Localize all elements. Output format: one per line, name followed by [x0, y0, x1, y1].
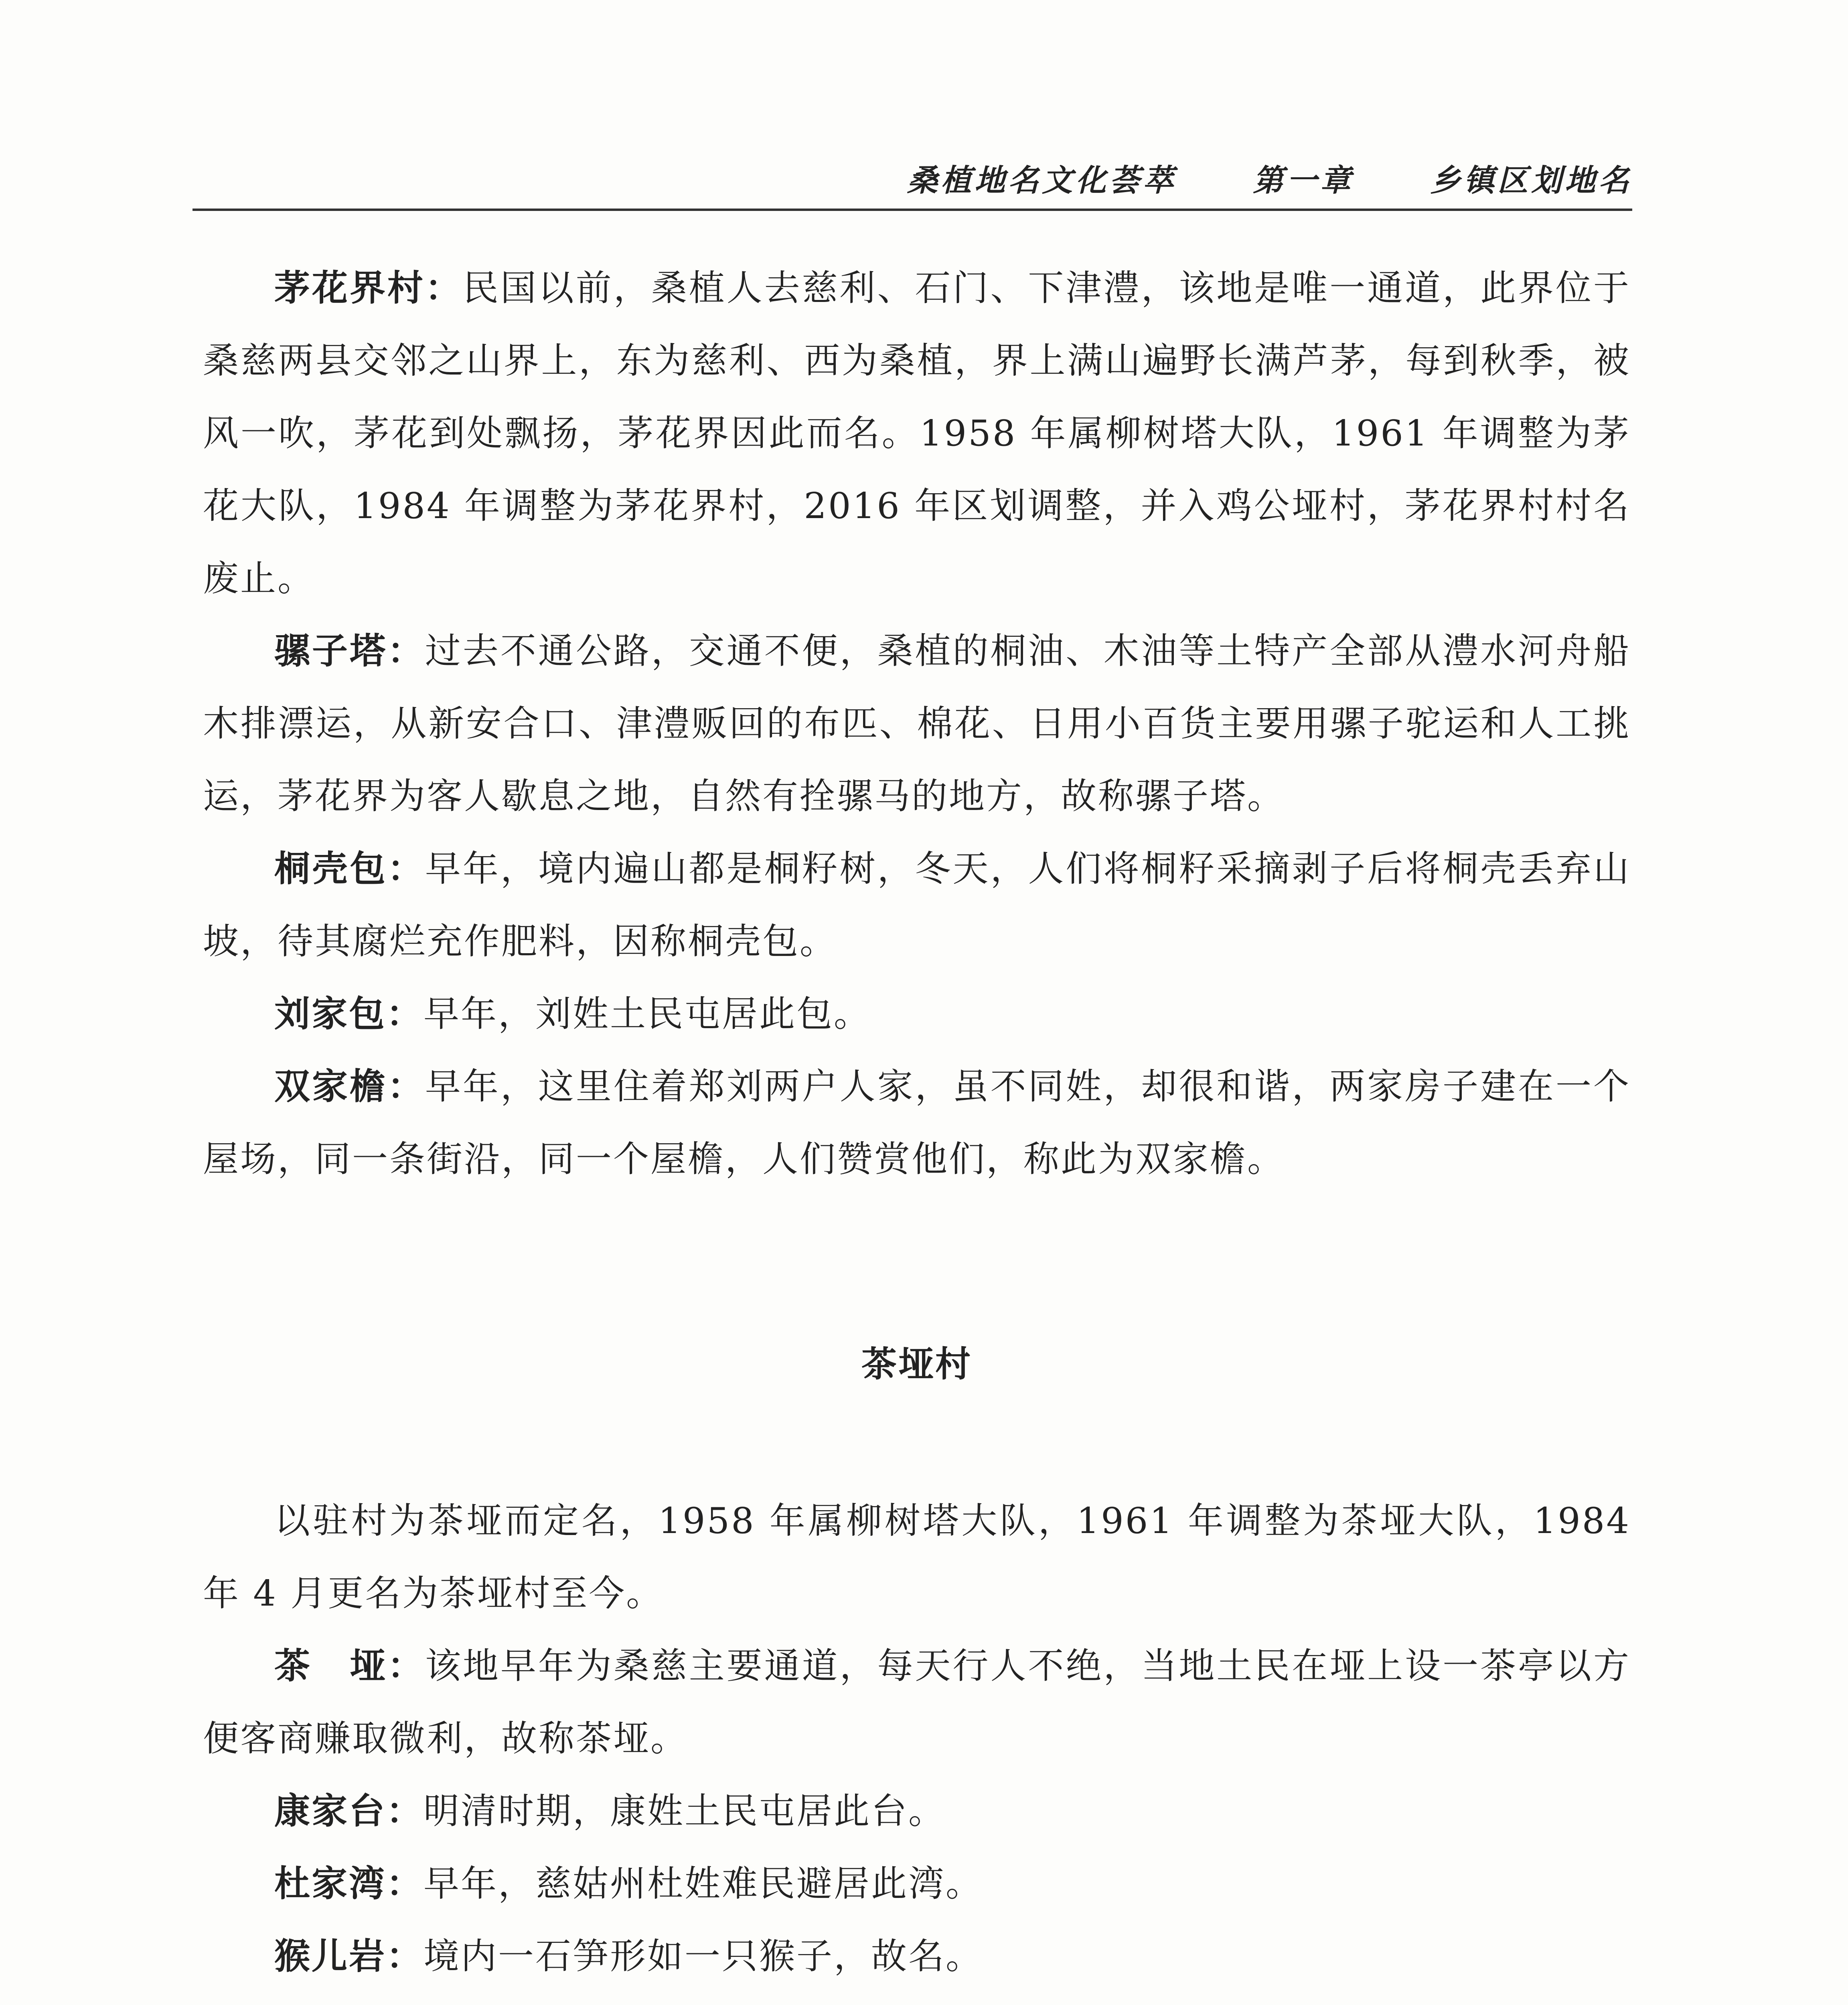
entry-paragraph: [203, 252, 1631, 615]
header-book-title: 桑植地名文化荟萃: [907, 162, 1177, 198]
section-title: 茶垭村: [861, 1343, 972, 1385]
entry-term: 杜家湾：: [274, 1863, 424, 1904]
entry-paragraph: [203, 615, 1631, 832]
entry-paragraph: [203, 1050, 1631, 1195]
entry-text: 民国以前，桑植人去慈利、石门、下津澧，该地是唯一通道，此界位于桑慈两县交邻之山界上，东为慈利、西为桑植，界上满山遍野长满芦茅，每到秋季，被风一吹，茅花到处飘扬，茅花界因此而名。1958 年属柳树塔大队，1961 年调整为茅花大队，1984 年调整为茅花界村，2016 年区划调整，并入鸡公垭村，茅花界村村名废止。: [203, 267, 1631, 599]
entry-paragraph: [203, 1993, 1631, 2005]
entry-text: 早年，这里住着郑刘两户人家，虽不同姓，却很和谐，两家房子建在一个屋场，同一条街沿，同一个屋檐，人们赞赏他们，称此为双家檐。: [203, 1065, 1631, 1180]
entry-term: 猴儿岩：: [274, 1935, 424, 1977]
entry-text: 该地早年为桑慈主要通道，每天行人不绝，当地土民在垭上设一茶亭以方便客商赚取微利，故称茶垭。: [203, 1645, 1631, 1759]
entry-text: 早年，刘姓土民屯居此包。: [424, 993, 871, 1035]
page-body: [203, 252, 1631, 2005]
entry-text: 早年，境内遍山都是桐籽树，冬天，人们将桐籽采摘剥子后将桐壳丢弃山坡，待其腐烂充作肥料，因称桐壳包。: [203, 848, 1631, 962]
entry-term: 双家檐：: [274, 1065, 425, 1107]
page-header: [192, 152, 1632, 211]
entry-term: 茶 垭：: [274, 1645, 425, 1687]
entry-text: 境内一石笋形如一只猴子，故名。: [424, 1935, 983, 1977]
header-chapter: 第一章: [1253, 162, 1354, 198]
entry-paragraph: [203, 832, 1631, 978]
entry-term: 茅花界村：: [274, 267, 463, 309]
entry-term: 桐壳包：: [274, 848, 425, 889]
entry-paragraph: [203, 1630, 1631, 1775]
entry-term: 骡子塔：: [274, 630, 425, 672]
entry-paragraph: [203, 1847, 1631, 1920]
entry-term: 康家台：: [274, 1790, 424, 1832]
entry-paragraph: [203, 1775, 1631, 1847]
header-section: 乡镇区划地名: [1430, 162, 1632, 198]
entry-paragraph: [203, 978, 1631, 1050]
entry-paragraph: [203, 1920, 1631, 1993]
spacer: [203, 1195, 1631, 1328]
entry-text: 早年，慈姑州杜姓难民避居此湾。: [424, 1863, 983, 1904]
entry-term: 刘家包：: [274, 993, 424, 1035]
entry-text: 过去不通公路，交通不便，桑植的桐油、木油等土特产全部从澧水河舟船木排漂运，从新安合口、津澧贩回的布匹、棉花、日用小百货主要用骡子驼运和人工挑运，茅花界为客人歇息之地，自然有拴骡马的地方，故称骡子塔。: [203, 630, 1631, 817]
entry-text: 明清时期，康姓土民屯居此台。: [424, 1790, 946, 1832]
section-intro: 以驻村为茶垭而定名，1958 年属柳树塔大队，1961 年调整为茶垭大队，1984 年 4 月更名为茶垭村至今。: [203, 1500, 1631, 1614]
spacer: [203, 1400, 1631, 1485]
running-header: [831, 156, 1632, 200]
